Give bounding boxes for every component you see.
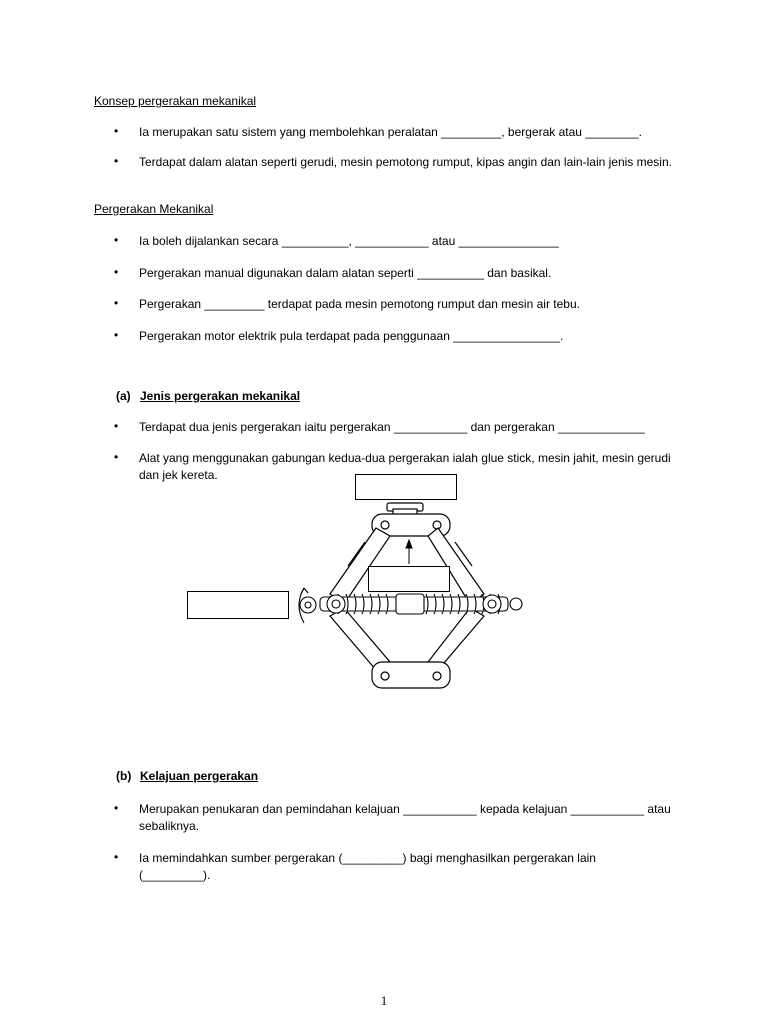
section-heading-konsep: Konsep pergerakan mekanikal [94,94,257,108]
bullet-icon: • [114,419,119,433]
list-item: Merupakan penukaran dan pemindahan kelajuan ___________ kepada kelajuan ___________ atau sebaliknya. [139,802,671,833]
bullet-icon: • [114,450,119,464]
jack-screw [300,594,522,614]
car-jack-diagram [180,470,540,695]
bullet-icon: • [114,154,119,168]
bullet-icon: • [114,265,119,279]
jack-lower-arms [330,608,484,670]
label-box-left[interactable] [187,591,289,619]
bullet-icon: • [114,801,119,815]
list-item: Pergerakan manual digunakan dalam alatan seperti __________ dan basikal. [139,266,552,280]
bullet-icon: • [114,233,119,247]
section-heading-kelajuan: Kelajuan pergerakan [140,769,259,783]
list-item: Alat yang menggunakan gabungan kedua-dua pergerakan ialah glue stick, mesin jahit, mesin gerudi dan jek kereta. [139,451,671,482]
bullet-icon: • [114,124,119,138]
list-item: Ia memindahkan sumber pergerakan (_________) bagi menghasilkan pergerakan lain (_________). [139,851,596,882]
list-item: Ia boleh dijalankan secara __________, ___________ atau _______________ [139,234,559,248]
list-item: Ia merupakan satu sistem yang membolehkan peralatan _________, bergerak atau ________. [139,125,643,139]
jack-base [372,662,450,688]
section-marker-b: (b) [116,769,132,783]
label-box-middle[interactable] [368,566,450,592]
list-item: Pergerakan _________ terdapat pada mesin pemotong rumput dan mesin air tebu. [139,297,580,311]
section-heading-pergerakan: Pergerakan Mekanikal [94,202,214,216]
section-heading-jenis: Jenis pergerakan mekanikal [140,389,301,403]
page-number: 1 [380,993,388,1008]
bullet-icon: • [114,850,119,864]
list-item: Pergerakan motor elektrik pula terdapat pada penggunaan ________________. [139,329,564,343]
upward-arrow-icon [406,540,412,564]
section-marker-a: (a) [116,389,131,403]
list-item: Terdapat dua jenis pergerakan iaitu pergerakan ___________ dan pergerakan _____________ [139,420,645,434]
label-box-top[interactable] [355,474,457,500]
bullet-icon: • [114,328,119,342]
list-item: Terdapat dalam alatan seperti gerudi, mesin pemotong rumput, kipas angin dan lain-lain jenis mesin. [139,155,672,169]
bullet-icon: • [114,296,119,310]
